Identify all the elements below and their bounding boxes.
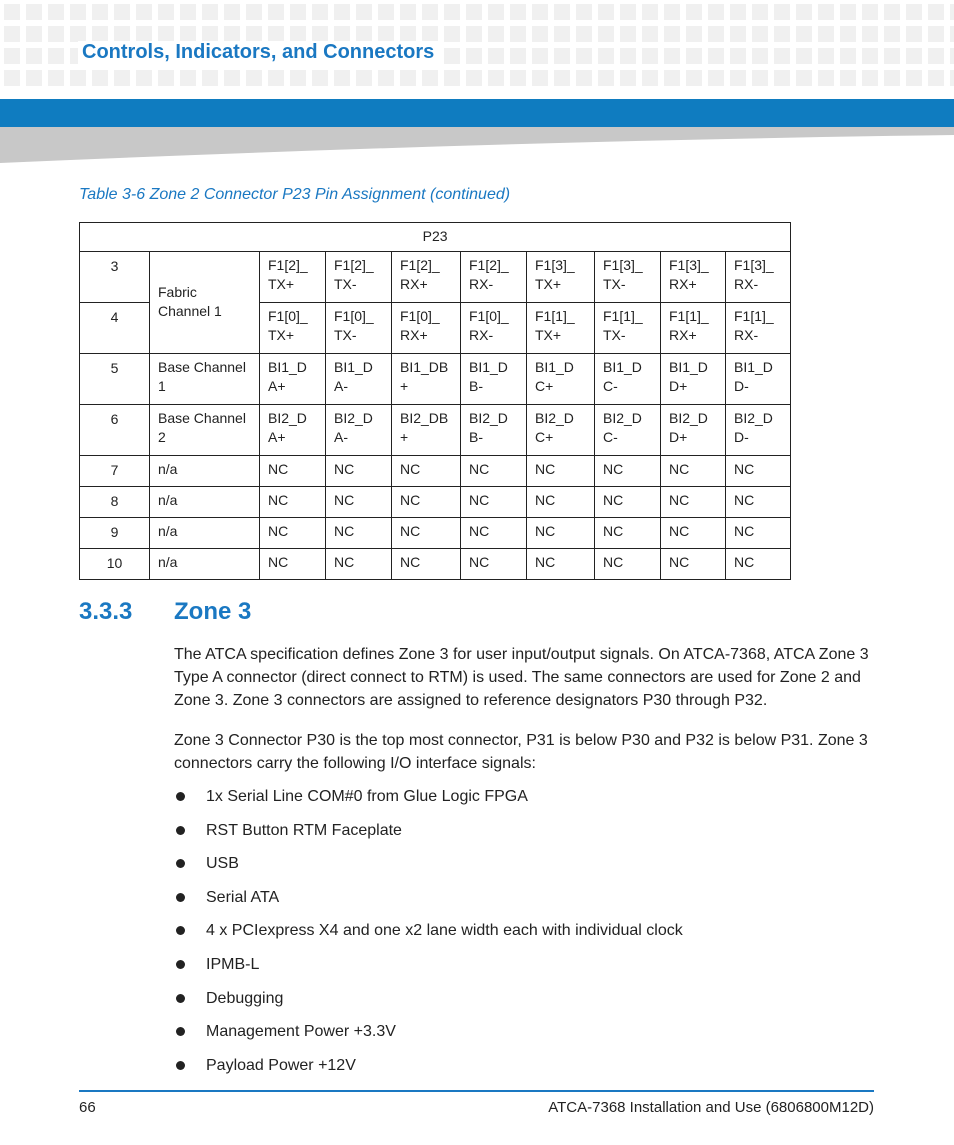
header-pattern-square	[796, 4, 812, 20]
header-pattern-square	[114, 70, 130, 86]
pin-signal-cell: NC	[726, 487, 791, 518]
table-row	[80, 518, 791, 549]
header-pattern-square	[312, 70, 328, 86]
header-pattern-square	[818, 48, 834, 64]
header-pattern-square	[906, 48, 922, 64]
header-pattern-square	[576, 26, 592, 42]
pin-signal-cell: F1[3]_ TX+	[527, 252, 595, 303]
pin-signal-cell: NC	[260, 549, 326, 580]
header-pattern-square	[92, 26, 108, 42]
pin-signal-cell: NC	[461, 456, 527, 487]
pin-signal-cell: NC	[392, 549, 461, 580]
list-item	[174, 852, 683, 875]
header-pattern-square	[356, 70, 372, 86]
header-pattern-square	[48, 70, 64, 86]
pin-signal-cell: NC	[392, 518, 461, 549]
header-pattern-square	[950, 48, 954, 64]
bullet-dot-icon	[176, 926, 185, 935]
header-pattern-square	[510, 48, 526, 64]
channel-label: n/a	[150, 549, 260, 580]
section-number: 3.3.3	[79, 598, 133, 625]
bullet-dot-icon	[176, 1061, 185, 1070]
table-row	[80, 405, 791, 456]
header-pattern-square	[620, 4, 636, 20]
pin-signal-cell: BI2_D C-	[595, 405, 661, 456]
pin-signal-cell: NC	[527, 518, 595, 549]
table-row	[80, 354, 791, 405]
list-item	[174, 886, 683, 909]
pin-signal-cell: NC	[726, 518, 791, 549]
list-item-text: 4 x PCIexpress X4 and one x2 lane width each with individual clock	[206, 922, 683, 940]
channel-label: Base Channel 2	[150, 405, 260, 456]
list-item-text: Serial ATA	[206, 888, 280, 906]
header-pattern-square	[246, 4, 262, 20]
header-pattern-square	[884, 70, 900, 86]
pin-signal-cell: BI2_D B-	[461, 405, 527, 456]
header-pattern-square	[510, 4, 526, 20]
header-pattern-square	[906, 26, 922, 42]
header-pattern-square	[598, 4, 614, 20]
header-pattern-square	[92, 70, 108, 86]
bullet-dot-icon	[176, 792, 185, 801]
header-pattern-square	[70, 26, 86, 42]
header-pattern-square	[642, 26, 658, 42]
header-pattern-square	[466, 70, 482, 86]
header-pattern-square	[466, 48, 482, 64]
header-pattern-square	[488, 26, 504, 42]
header-pattern-square	[378, 70, 394, 86]
pin-signal-cell: BI2_D D+	[661, 405, 726, 456]
list-item-text: Management Power +3.3V	[206, 1023, 396, 1041]
header-pattern-square	[730, 48, 746, 64]
header-pattern-square	[532, 48, 548, 64]
header-pattern-square	[642, 70, 658, 86]
header-pattern-square	[686, 70, 702, 86]
header-pattern-square	[554, 48, 570, 64]
bullet-dot-icon	[176, 859, 185, 868]
header-pattern-square	[818, 26, 834, 42]
pin-signal-cell: NC	[392, 456, 461, 487]
header-pattern-square	[884, 48, 900, 64]
pin-row-number: 10	[80, 549, 150, 580]
header-pattern-square	[48, 4, 64, 20]
header-pattern-square	[598, 26, 614, 42]
header-pattern-square	[752, 26, 768, 42]
channel-label: n/a	[150, 487, 260, 518]
list-item	[174, 953, 683, 976]
header-pattern-square	[862, 4, 878, 20]
header-pattern-square	[862, 26, 878, 42]
paragraph-intro: The ATCA specification defines Zone 3 for user input/output signals. On ATCA-7368, ATCA Zone 3 Type A connector (direct connect to RTM) is used. The same connectors are used for Zone 2 and Zone 3. Zone 3 connectors are assigned to reference designators P30 through P32.	[174, 646, 869, 709]
table-caption: Table 3-6 Zone 2 Connector P23 Pin Assignment (continued)	[79, 186, 511, 203]
list-item	[174, 1054, 683, 1077]
footer-doc-title: ATCA-7368 Installation and Use (6806800M12D)	[548, 1099, 874, 1116]
pin-signal-cell: F1[1]_ RX+	[661, 303, 726, 354]
header-pattern-square	[510, 26, 526, 42]
header-pattern-square	[664, 26, 680, 42]
header-pattern-square	[444, 48, 460, 64]
header-pattern-square	[444, 70, 460, 86]
pin-signal-cell: NC	[461, 487, 527, 518]
header-pattern-square	[4, 26, 20, 42]
pin-assignment-table	[79, 222, 791, 580]
header-pattern-square	[664, 70, 680, 86]
header-pattern-square	[488, 48, 504, 64]
header-pattern-square	[708, 48, 724, 64]
header-pattern-square	[488, 4, 504, 20]
pin-signal-cell: BI1_D B-	[461, 354, 527, 405]
pin-signal-cell: F1[2]_ RX-	[461, 252, 527, 303]
pin-signal-cell: F1[0]_ RX+	[392, 303, 461, 354]
header-pattern-square	[378, 26, 394, 42]
pin-signal-cell: NC	[595, 487, 661, 518]
header-pattern-square	[312, 4, 328, 20]
header-pattern-square	[202, 70, 218, 86]
header-pattern-square	[554, 4, 570, 20]
pin-signal-cell: F1[1]_ RX-	[726, 303, 791, 354]
header-pattern-square	[532, 26, 548, 42]
pin-signal-cell: NC	[326, 487, 392, 518]
channel-label: Base Channel 1	[150, 354, 260, 405]
header-pattern-square	[840, 26, 856, 42]
pin-signal-cell: NC	[326, 549, 392, 580]
header-pattern-square	[268, 26, 284, 42]
bullet-dot-icon	[176, 960, 185, 969]
header-pattern-square	[796, 48, 812, 64]
header-pattern-square	[290, 26, 306, 42]
pin-signal-cell: NC	[726, 456, 791, 487]
header-pattern-square	[862, 70, 878, 86]
pin-signal-cell: NC	[726, 549, 791, 580]
header-pattern-square	[4, 70, 20, 86]
header-pattern-square	[356, 26, 372, 42]
list-item	[174, 987, 683, 1010]
header-pattern-square	[224, 70, 240, 86]
header-pattern-square	[158, 4, 174, 20]
table-header-row	[80, 223, 791, 252]
header-pattern-square	[840, 48, 856, 64]
header-pattern-square	[466, 26, 482, 42]
header-pattern-square	[26, 4, 42, 20]
header-pattern-square	[862, 48, 878, 64]
header-pattern-square	[180, 70, 196, 86]
header-pattern-square	[818, 4, 834, 20]
list-item	[174, 1020, 683, 1043]
bullet-dot-icon	[176, 1027, 185, 1036]
header-pattern-square	[928, 4, 944, 20]
header-pattern-square	[4, 4, 20, 20]
header-pattern-square	[928, 26, 944, 42]
pin-signal-cell: BI1_DB +	[392, 354, 461, 405]
header-gray-swoosh	[0, 127, 954, 163]
header-pattern-square	[796, 26, 812, 42]
pin-signal-cell: BI1_D A-	[326, 354, 392, 405]
pin-signal-cell: NC	[461, 518, 527, 549]
pin-signal-cell: BI2_D A+	[260, 405, 326, 456]
header-pattern-square	[48, 26, 64, 42]
pin-signal-cell: F1[2]_ TX+	[260, 252, 326, 303]
header-pattern-square	[400, 70, 416, 86]
bullet-dot-icon	[176, 994, 185, 1003]
pin-signal-cell: NC	[260, 456, 326, 487]
pin-signal-cell: F1[1]_ TX+	[527, 303, 595, 354]
table-row	[80, 549, 791, 580]
pin-row-number: 8	[80, 487, 150, 518]
header-pattern-square	[26, 26, 42, 42]
header-pattern-square	[730, 26, 746, 42]
pin-signal-cell: NC	[260, 487, 326, 518]
pin-signal-cell: F1[3]_ TX-	[595, 252, 661, 303]
header-pattern-square	[554, 70, 570, 86]
header-pattern-square	[202, 26, 218, 42]
header-pattern-square	[26, 70, 42, 86]
header-pattern-square	[158, 70, 174, 86]
pin-signal-cell: BI1_D D-	[726, 354, 791, 405]
paragraph-connectors: Zone 3 Connector P30 is the top most connector, P31 is below P30 and P32 is below P31. Zone 3 connectors carry the following I/O interface signals:	[174, 732, 868, 772]
header-pattern-square	[488, 70, 504, 86]
list-item-text: 1x Serial Line COM#0 from Glue Logic FPGA	[206, 788, 528, 805]
pin-signal-cell: NC	[326, 518, 392, 549]
header-pattern-square	[246, 26, 262, 42]
header-pattern-square	[708, 70, 724, 86]
header-pattern-square	[202, 4, 218, 20]
header-pattern-square	[642, 48, 658, 64]
header-pattern-square	[290, 4, 306, 20]
header-pattern-square	[444, 4, 460, 20]
header-pattern-square	[928, 70, 944, 86]
header-pattern-square	[290, 70, 306, 86]
header-pattern-square	[136, 4, 152, 20]
header-pattern-square	[752, 4, 768, 20]
list-item	[174, 819, 683, 842]
pin-signal-cell: NC	[527, 487, 595, 518]
header-pattern-square	[620, 26, 636, 42]
header-pattern-square	[92, 4, 108, 20]
header-blue-bar	[0, 99, 954, 127]
pin-signal-cell: BI2_D D-	[726, 405, 791, 456]
channel-label: Fabric Channel 1	[150, 252, 260, 354]
header-pattern-square	[906, 70, 922, 86]
header-pattern-square	[378, 4, 394, 20]
header-pattern-square	[356, 4, 372, 20]
header-pattern-square	[510, 70, 526, 86]
header-pattern-square	[334, 26, 350, 42]
pin-signal-cell: F1[3]_ RX-	[726, 252, 791, 303]
header-pattern-square	[708, 4, 724, 20]
header-pattern-square	[246, 70, 262, 86]
table-row	[80, 487, 791, 518]
pin-row-number: 5	[80, 354, 150, 405]
pin-signal-cell: NC	[527, 549, 595, 580]
section-title: Zone 3	[174, 598, 252, 625]
channel-label: n/a	[150, 456, 260, 487]
pin-signal-cell: NC	[661, 487, 726, 518]
header-pattern-square	[114, 4, 130, 20]
header-pattern-square	[598, 48, 614, 64]
pin-signal-cell: NC	[326, 456, 392, 487]
header-pattern-square	[774, 26, 790, 42]
pin-signal-cell: BI1_D A+	[260, 354, 326, 405]
header-pattern-square	[950, 4, 954, 20]
pin-signal-cell: F1[0]_ TX+	[260, 303, 326, 354]
pin-signal-cell: BI1_D C-	[595, 354, 661, 405]
list-item-text: Debugging	[206, 989, 284, 1007]
header-pattern-square	[576, 4, 592, 20]
header-pattern-square	[532, 4, 548, 20]
pin-signal-cell: NC	[595, 549, 661, 580]
header-pattern-square	[774, 70, 790, 86]
header-pattern-square	[70, 70, 86, 86]
table-header-p23: P23	[80, 223, 791, 252]
pin-signal-cell: NC	[527, 456, 595, 487]
header-pattern-square	[686, 48, 702, 64]
header-title: Controls, Indicators, and Connectors	[78, 41, 438, 64]
header-pattern-square	[686, 26, 702, 42]
list-item	[174, 785, 683, 808]
pin-row-number: 9	[80, 518, 150, 549]
header-pattern-square	[752, 70, 768, 86]
header-pattern-square	[950, 70, 954, 86]
header-pattern-square	[664, 4, 680, 20]
pin-signal-cell: BI2_D C+	[527, 405, 595, 456]
pin-signal-cell: F1[2]_ TX-	[326, 252, 392, 303]
header-pattern-square	[180, 4, 196, 20]
header-pattern-square	[818, 70, 834, 86]
header-pattern-square	[4, 48, 20, 64]
pin-signal-cell: NC	[595, 456, 661, 487]
header-pattern-square	[884, 4, 900, 20]
header-pattern-square	[774, 4, 790, 20]
bullet-dot-icon	[176, 826, 185, 835]
pin-signal-cell: F1[3]_ RX+	[661, 252, 726, 303]
header-pattern-square	[268, 70, 284, 86]
header-pattern-square	[180, 26, 196, 42]
header-pattern-square	[928, 48, 944, 64]
pin-signal-cell: BI2_DB +	[392, 405, 461, 456]
header-pattern-square	[576, 70, 592, 86]
pin-row-number: 4	[80, 303, 150, 354]
pin-signal-cell: NC	[661, 456, 726, 487]
section-heading	[79, 598, 251, 626]
pin-row-number: 7	[80, 456, 150, 487]
header-pattern-square	[422, 70, 438, 86]
footer-rule	[79, 1090, 874, 1092]
header-pattern-square	[950, 26, 954, 42]
pin-signal-cell: NC	[461, 549, 527, 580]
header-pattern-square	[466, 4, 482, 20]
header-pattern-square	[620, 70, 636, 86]
header-pattern-square	[840, 4, 856, 20]
header-pattern-square	[598, 70, 614, 86]
header-pattern-square	[26, 48, 42, 64]
table-row	[80, 252, 791, 303]
header-pattern-square	[444, 26, 460, 42]
header-pattern-square	[136, 26, 152, 42]
header-pattern-square	[136, 70, 152, 86]
header-pattern-square	[730, 70, 746, 86]
header-pattern-square	[48, 48, 64, 64]
pin-signal-cell: NC	[392, 487, 461, 518]
header-pattern-square	[312, 26, 328, 42]
pin-signal-cell: F1[1]_ TX-	[595, 303, 661, 354]
channel-label: n/a	[150, 518, 260, 549]
list-item-text: IPMB-L	[206, 955, 260, 973]
header-pattern-square	[158, 26, 174, 42]
list-item-text: Payload Power +12V	[206, 1056, 356, 1074]
header-pattern-square	[774, 48, 790, 64]
pin-row-number: 6	[80, 405, 150, 456]
header-pattern-square	[686, 4, 702, 20]
header-pattern-square	[840, 70, 856, 86]
header-pattern-square	[422, 4, 438, 20]
header-pattern-square	[642, 4, 658, 20]
header-pattern-square	[70, 4, 86, 20]
header-pattern-square	[664, 48, 680, 64]
header-pattern-square	[114, 26, 130, 42]
list-item-text: RST Button RTM Faceplate	[206, 821, 402, 839]
header-pattern-square	[422, 26, 438, 42]
header-pattern-square	[884, 26, 900, 42]
header-pattern-square	[554, 26, 570, 42]
list-item-text: USB	[206, 855, 239, 873]
header-pattern-square	[334, 4, 350, 20]
header-pattern-square	[730, 4, 746, 20]
pin-row-number: 3	[80, 252, 150, 303]
signal-list	[174, 785, 683, 1087]
pin-signal-cell: F1[0]_ RX-	[461, 303, 527, 354]
pin-signal-cell: NC	[661, 518, 726, 549]
table-row	[80, 456, 791, 487]
pin-signal-cell: F1[0]_ TX-	[326, 303, 392, 354]
pin-signal-cell: BI1_D C+	[527, 354, 595, 405]
header-pattern-square	[576, 48, 592, 64]
header-pattern-square	[400, 4, 416, 20]
pin-signal-cell: NC	[260, 518, 326, 549]
header-pattern-square	[224, 26, 240, 42]
page-number: 66	[79, 1099, 96, 1116]
pin-signal-cell: BI1_D D+	[661, 354, 726, 405]
header-pattern-square	[796, 70, 812, 86]
header-pattern-square	[620, 48, 636, 64]
header-pattern-square	[400, 26, 416, 42]
pin-signal-cell: NC	[661, 549, 726, 580]
pin-signal-cell: NC	[595, 518, 661, 549]
header-pattern-square	[708, 26, 724, 42]
header-pattern-square	[906, 4, 922, 20]
bullet-dot-icon	[176, 893, 185, 902]
header-pattern-square	[752, 48, 768, 64]
list-item	[174, 919, 683, 942]
header-pattern-square	[224, 4, 240, 20]
header-pattern-square	[268, 4, 284, 20]
header-pattern-square	[334, 70, 350, 86]
pin-signal-cell: BI2_D A-	[326, 405, 392, 456]
header-pattern-square	[532, 70, 548, 86]
pin-signal-cell: F1[2]_ RX+	[392, 252, 461, 303]
